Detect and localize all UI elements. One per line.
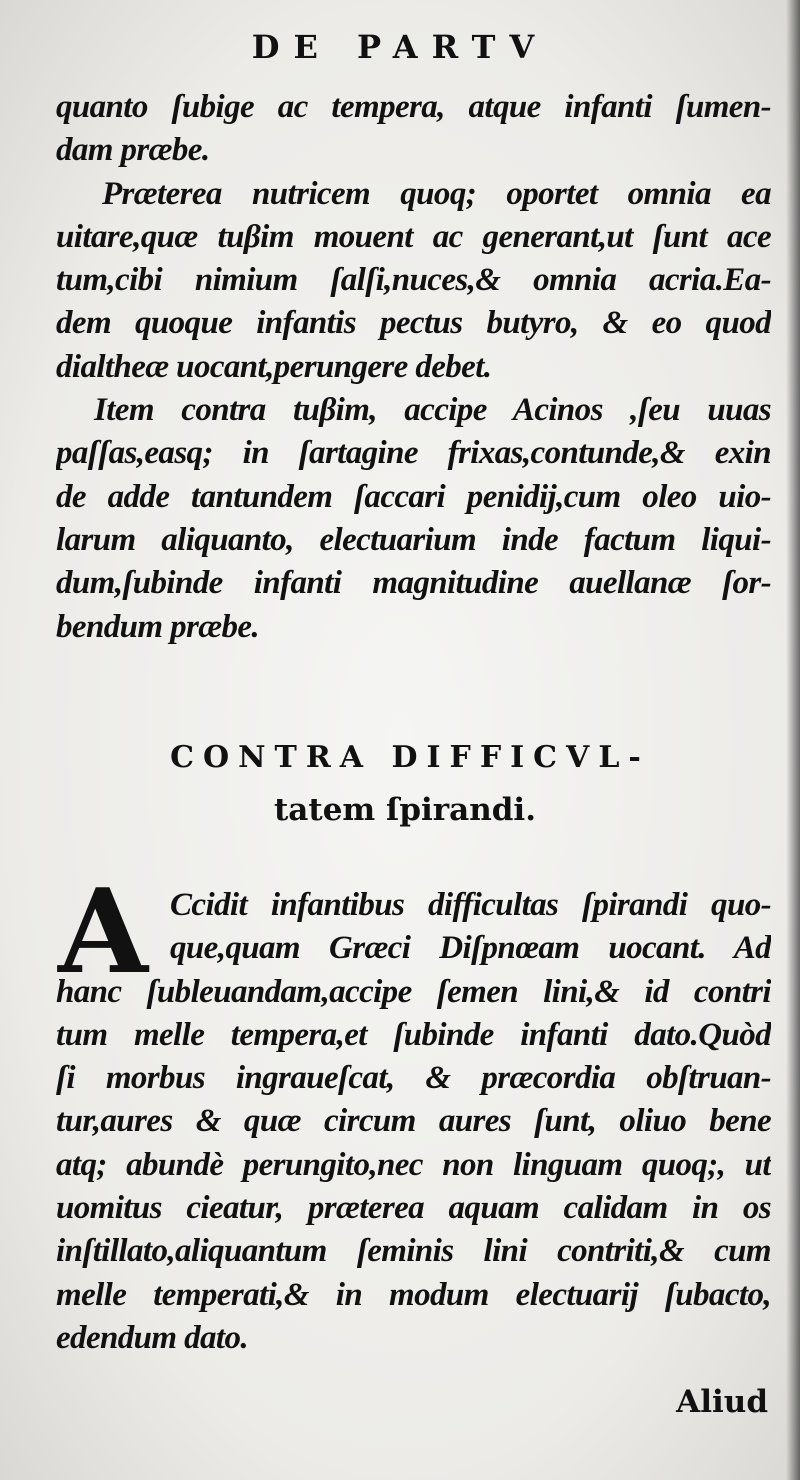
section-subheading: tatem ſpirandi. [273,792,537,828]
text-line: dam præbe. [56,132,210,169]
text-line: Ccidit infantibus difficultas ſpirandi quo- [170,887,771,923]
text-line: de adde tantundem ſaccari penidij,cum oleo uio- [56,478,771,515]
text-line: atq; abundè perungito,nec non linguam quoq;, ut [56,1146,771,1183]
text-line: bendum præbe. [56,608,260,645]
text-line: melle temperati,& in modum electuarij ſubacto, [56,1276,771,1313]
text-line: tum melle tempera,et ſubinde infanti dato.Quòd [56,1016,771,1053]
text-line: ſi morbus ingraueſcat, & præcordia obſtruan- [56,1060,771,1097]
text-line: dialtheæ uocant,perungere debet. [56,348,492,385]
section-heading: CONTRA DIFFICVL- [170,740,650,775]
text-line: uitare,quæ tuβim mouent ac generant,ut ſunt ace [56,218,771,255]
text-line: uomitus cieatur, præterea aquam calidam in os [56,1190,771,1227]
catchword: Aliud [676,1384,768,1420]
text-line: dem quoque infantis pectus butyro, & eo quod [56,305,771,342]
text-line: hanc ſubleuandam,accipe ſemen lini,& id contri [56,973,771,1010]
text-line: tur,aures & quæ circum aures ſunt, oliuo bene [56,1103,771,1140]
text-line: quanto ſubige ac tempera, atque infanti ſumen- [56,89,771,125]
section-1-text [56,86,771,649]
text-line: inſtillato,aliquantum ſeminis lini contriti,& cum [56,1233,771,1270]
text-line: edendum dato. [56,1319,249,1356]
text-line: Item contra tuβim, accipe Acinos ,ſeu uuas [94,392,771,429]
text-line: paſſas,easq; in ſartagine frixas,contunde,& exin [56,435,771,472]
running-header: DE PARTV [251,28,549,66]
text-line: larum aliquanto, electuarium inde factum liqui- [56,521,771,558]
section-2-text [56,864,771,1360]
text-line: Præterea nutricem quoq; oportet omnia ea [102,175,771,212]
drop-cap: A [58,864,149,1000]
text-line: tum,cibi nimium ſalſi,nuces,& omnia acria.Ea- [56,262,771,299]
text-line: que,quam Græci Diſpnœam uocant. Ad [170,930,771,967]
text-line: dum,ſubinde infanti magnitudine auellanæ ſor- [56,565,771,602]
